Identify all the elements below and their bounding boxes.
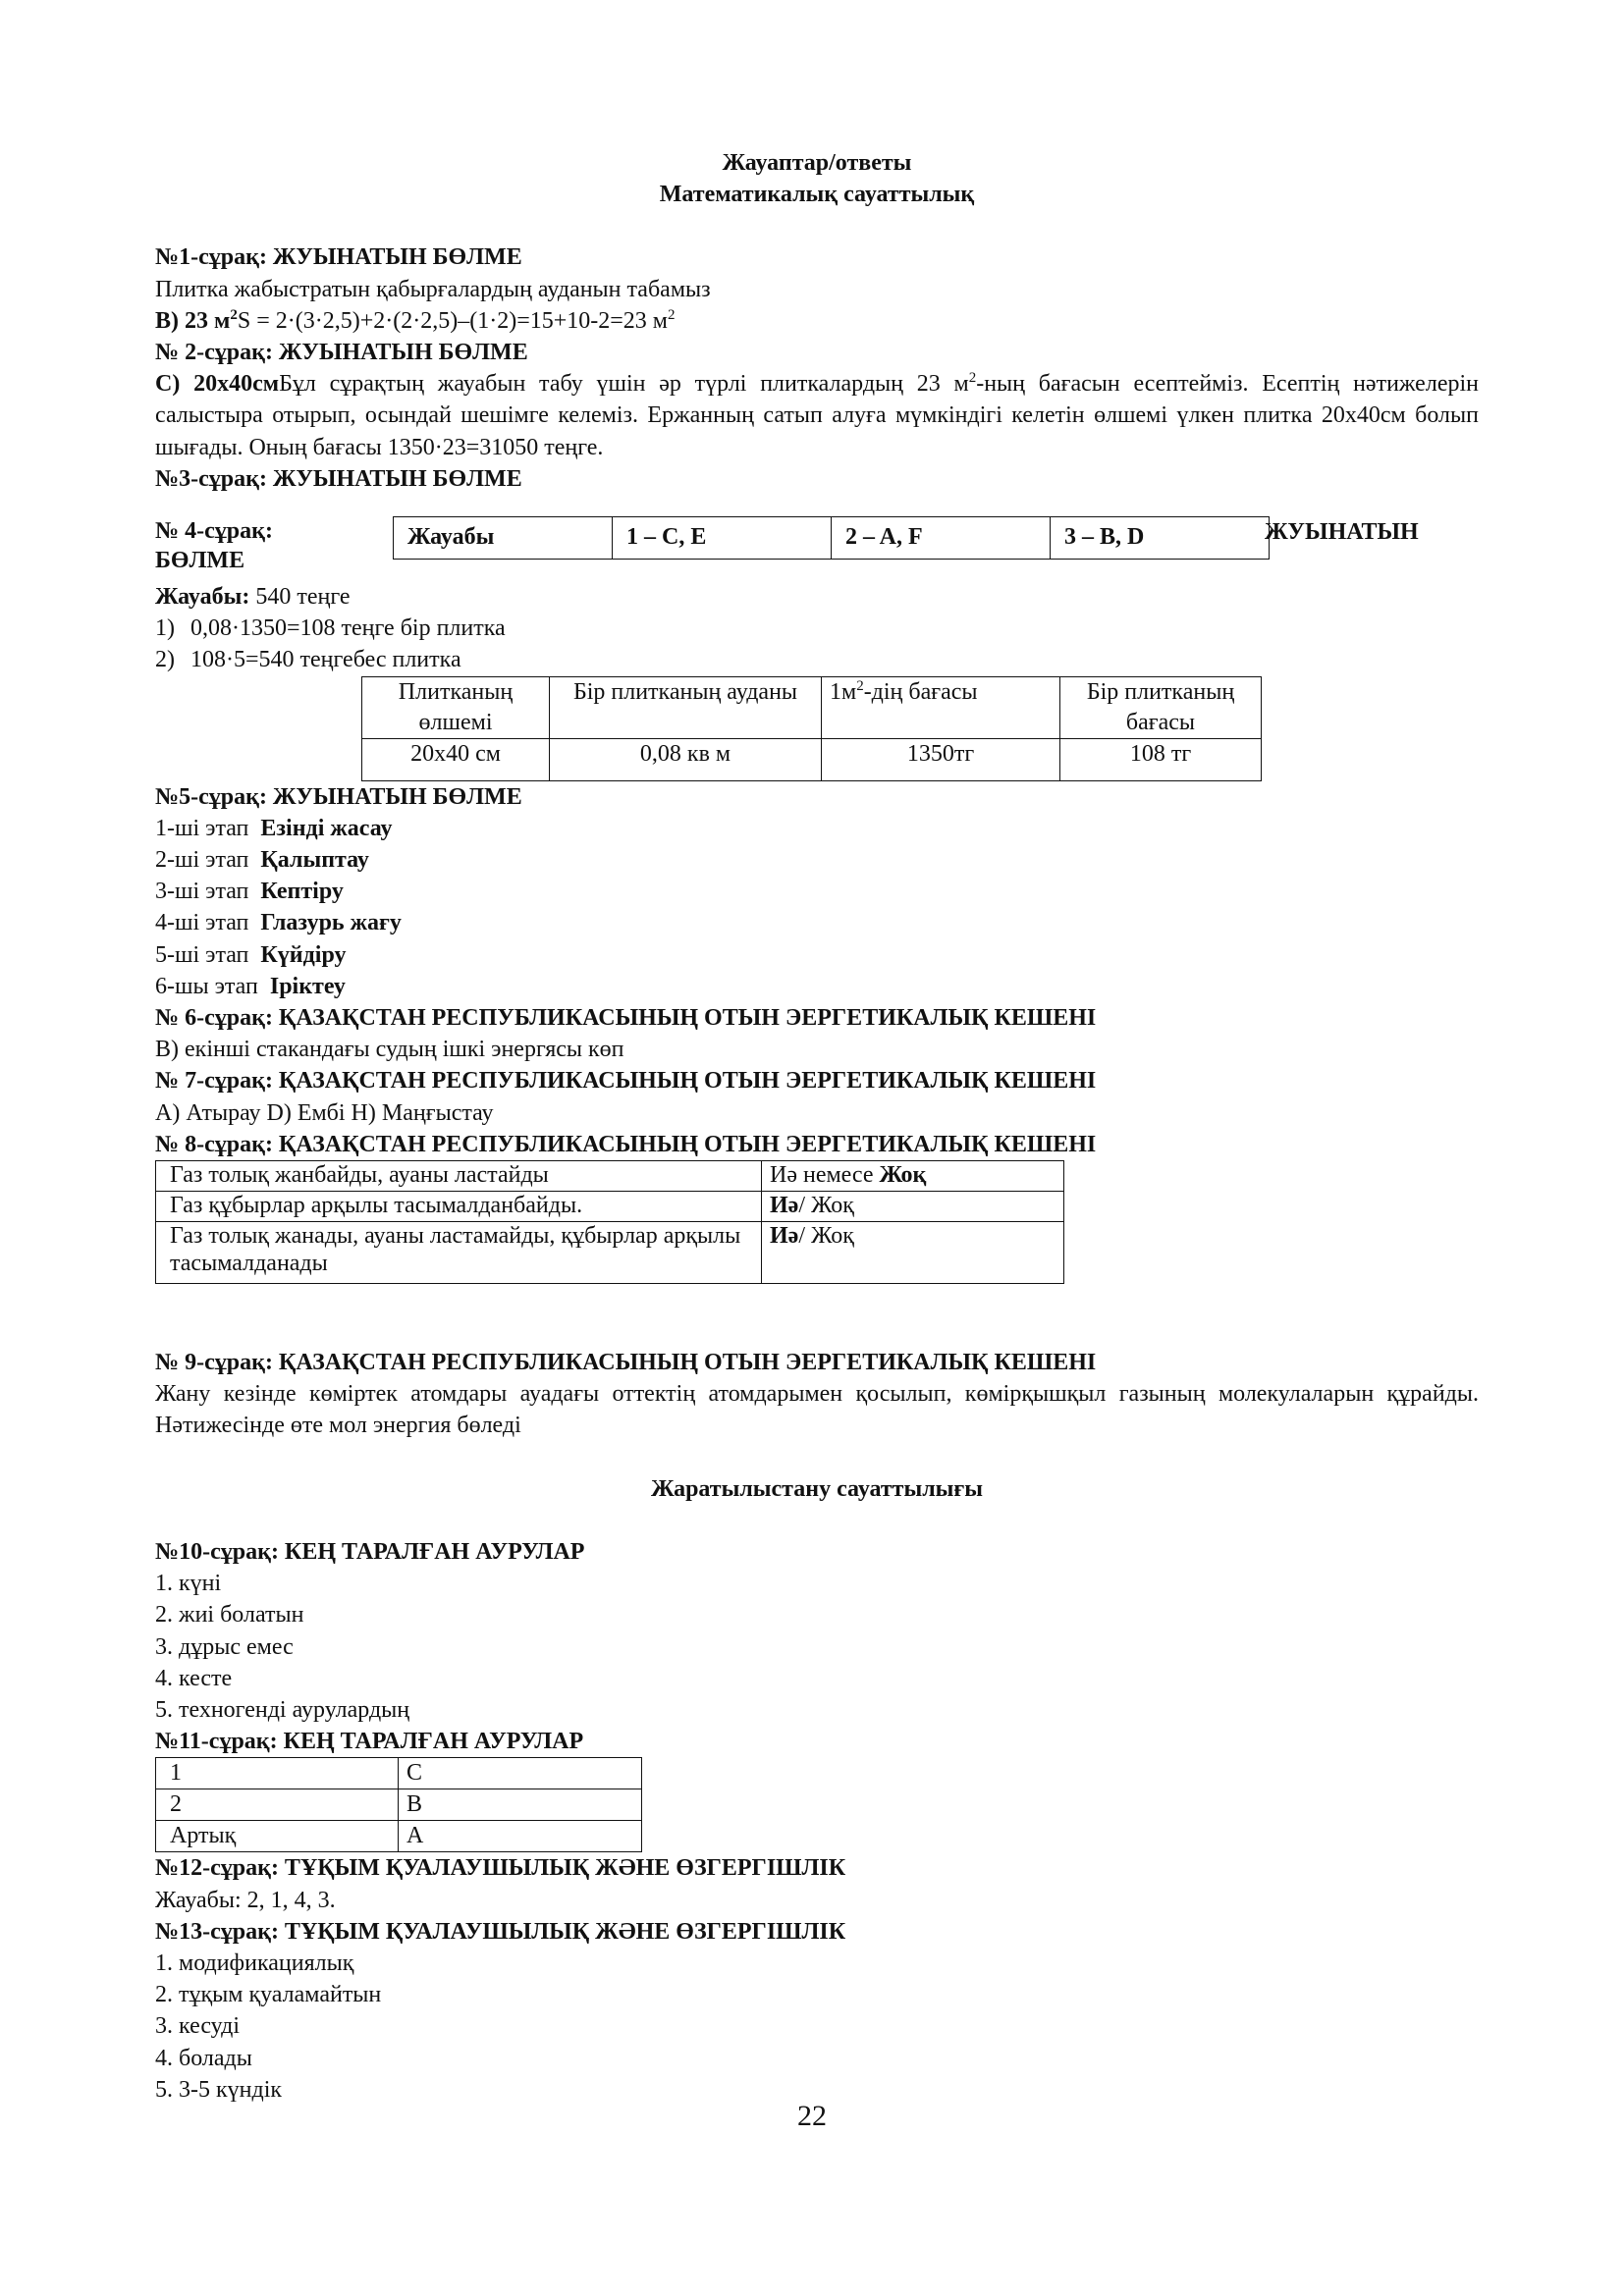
q1-answer-label: В) 23 $м^2$ [155, 306, 238, 334]
q5-stage: 6-шы этап Іріктеу [155, 973, 346, 999]
q7-answer: А) Атырау D) Ембі Н) Маңғыстау [155, 1099, 494, 1126]
q4-answer-table [393, 516, 1270, 560]
q4-cell: 1 – С, E [613, 517, 832, 560]
page-number: 22 [797, 2100, 827, 2132]
q4-step: 2) 108·5=540 теңгебес плитка [155, 647, 461, 673]
q9-text: Жану кезінде көміртек атомдары ауадағы оттектің атомдарымен қосылып, көмірқышқыл газының молекулаларын құрайды. Нәтижесінде өте мол энергия бөледі [155, 1381, 1479, 1439]
tile-cell: 20х40 см [362, 738, 550, 780]
q5-stage: 3-ші этап Кептіру [155, 879, 344, 905]
tile-header-price: Бір плитканың бағасы [1060, 676, 1262, 738]
q5-stage: 2-ші этап Қалыптау [155, 847, 369, 874]
q4-answer: Жауабы: 540 теңге [155, 584, 351, 611]
q13-item: 4. болады [155, 2045, 252, 2071]
q8-title: № 8-сұрақ: ҚАЗАҚСТАН РЕСПУБЛИКАСЫНЫҢ ОТЫН ЭЕРГЕТИКАЛЫҚ КЕШЕНІ [155, 1131, 1097, 1157]
q11-table [155, 1757, 642, 1852]
q10-item: 1. күні [155, 1571, 222, 1597]
q5-title: №5-сұрақ: ЖУЫНАТЫН БӨЛМЕ [155, 783, 522, 810]
q11-cell: 1 [156, 1758, 399, 1789]
q2-answer-label: С) 20х40см [155, 371, 280, 398]
q6-answer: В) екінші стакандағы судың ішкі энергясы көп [155, 1037, 624, 1063]
q13-item: 1. модификациялық [155, 1949, 354, 1976]
q8-answer: Иә/ Жоқ [762, 1192, 1064, 1222]
tile-header-area: Бір плитканың ауданы [550, 676, 822, 738]
q5-stage: 1-ші этап Езінді жасау [155, 815, 393, 841]
q4-title-tail: ЖУЫНАТЫН [1265, 519, 1419, 546]
q8-statement: Газ толық жанбайды, ауаны ластайды [156, 1161, 762, 1192]
tile-cell: 108 тг [1060, 738, 1262, 780]
q5-stage: 4-ші этап Глазурь жағу [155, 910, 402, 936]
q11-cell: Артық [156, 1821, 399, 1852]
q5-stage: 5-ші этап Күйдіру [155, 941, 347, 968]
tile-header-price-m2: $1м^2$-дің бағасы [822, 676, 1060, 738]
q1-formula: S = 2·(3·2,5)+2·(2·2,5)–(1·2)=15+10-2=23 $м^2$ [237, 306, 676, 334]
q4-title: № 4-сұрақ: БӨЛМЕ [155, 518, 273, 574]
q1-text: Плитка жабыстратын қабырғалардың ауданын табамыз [155, 276, 711, 302]
tile-cell: 0,08 кв м [550, 738, 822, 780]
q10-item: 2. жиі болатын [155, 1602, 304, 1629]
q4-header-row [155, 516, 1479, 581]
tile-cell: 1350тг [822, 738, 1060, 780]
heading-answers: Жауаптар/ответы [722, 150, 912, 176]
q10-title: №10-сұрақ: КЕҢ ТАРАЛҒАН АУРУЛАР [155, 1538, 585, 1565]
q7-title: № 7-сұрақ: ҚАЗАҚСТАН РЕСПУБЛИКАСЫНЫҢ ОТЫН ЭЕРГЕТИКАЛЫҚ КЕШЕНІ [155, 1068, 1097, 1095]
q2-text: С) 20х40смБұл сұрақтың жауабын табу үшін әр түрлі плиткалардың 23 $м^2$-ның бағасын есептейміз. Есептің нәтижелерін салыстыра отырып, осындай шешімге келеміз. Ержанның сатып алуға мүмкіндігі келетін өлшемі үлкен плитка 20х40см болып шығады. Оның бағасы 1350·23=31050 теңге. [155, 370, 1479, 460]
q10-item: 3. дұрыс емес [155, 1633, 294, 1660]
tile-header-size: Плитканың өлшемі [362, 676, 550, 738]
section-natural-science: Жаратылыстану сауаттылығы [650, 1475, 984, 1502]
q11-cell: В [399, 1789, 642, 1821]
q4-tile-table [361, 676, 1262, 781]
q13-item: 2. тұқым қуаламайтын [155, 1982, 382, 2008]
q12-answer: Жауабы: 2, 1, 4, 3. [155, 1887, 336, 1913]
q13-item: 5. 3-5 күндік [155, 2076, 283, 2103]
q10-item: 4. кесте [155, 1665, 233, 1691]
q11-cell: С [399, 1758, 642, 1789]
q1-title: №1-сұрақ: ЖУЫНАТЫН БӨЛМЕ [155, 244, 522, 271]
q8-statement: Газ толық жанады, ауаны ластамайды, құбырлар арқылы тасымалданады [156, 1222, 762, 1284]
q4-cell: 3 – B, D [1051, 517, 1270, 560]
q12-title: №12-сұрақ: ТҰҚЫМ ҚУАЛАУШЫЛЫҚ ЖӘНЕ ӨЗГЕРГІШЛІК [155, 1855, 846, 1882]
q10-item: 5. техногенді аурулардың [155, 1696, 410, 1723]
q9-title: № 9-сұрақ: ҚАЗАҚСТАН РЕСПУБЛИКАСЫНЫҢ ОТЫН ЭЕРГЕТИКАЛЫҚ КЕШЕНІ [155, 1350, 1097, 1376]
q11-cell: А [399, 1821, 642, 1852]
q3-title: №3-сұрақ: ЖУЫНАТЫН БӨЛМЕ [155, 465, 522, 492]
q11-cell: 2 [156, 1789, 399, 1821]
q1-answer [155, 305, 1479, 337]
q8-table [155, 1160, 1064, 1284]
q4-cell: Жауабы [394, 517, 613, 560]
q8-answer: Иә/ Жоқ [762, 1222, 1064, 1284]
q8-answer: Иә немесе Жоқ [762, 1161, 1064, 1192]
heading-math-literacy: Математикалық сауаттылық [659, 182, 975, 208]
page-content [155, 147, 1479, 2106]
q13-item: 3. кесуді [155, 2013, 241, 2040]
q6-title: № 6-сұрақ: ҚАЗАҚСТАН РЕСПУБЛИКАСЫНЫҢ ОТЫН ЭЕРГЕТИКАЛЫҚ КЕШЕНІ [155, 1005, 1097, 1032]
q4-step: 1) 0,08·1350=108 теңге бір плитка [155, 615, 506, 642]
q8-statement: Газ құбырлар арқылы тасымалданбайды. [156, 1192, 762, 1222]
q2-title: № 2-сұрақ: ЖУЫНАТЫН БӨЛМЕ [155, 340, 528, 366]
q11-title: №11-сұрақ: КЕҢ ТАРАЛҒАН АУРУЛАР [155, 1729, 584, 1755]
q4-cell: 2 – A, F [832, 517, 1051, 560]
q13-title: №13-сұрақ: ТҰҚЫМ ҚУАЛАУШЫЛЫҚ ЖӘНЕ ӨЗГЕРГІШЛІК [155, 1918, 846, 1945]
